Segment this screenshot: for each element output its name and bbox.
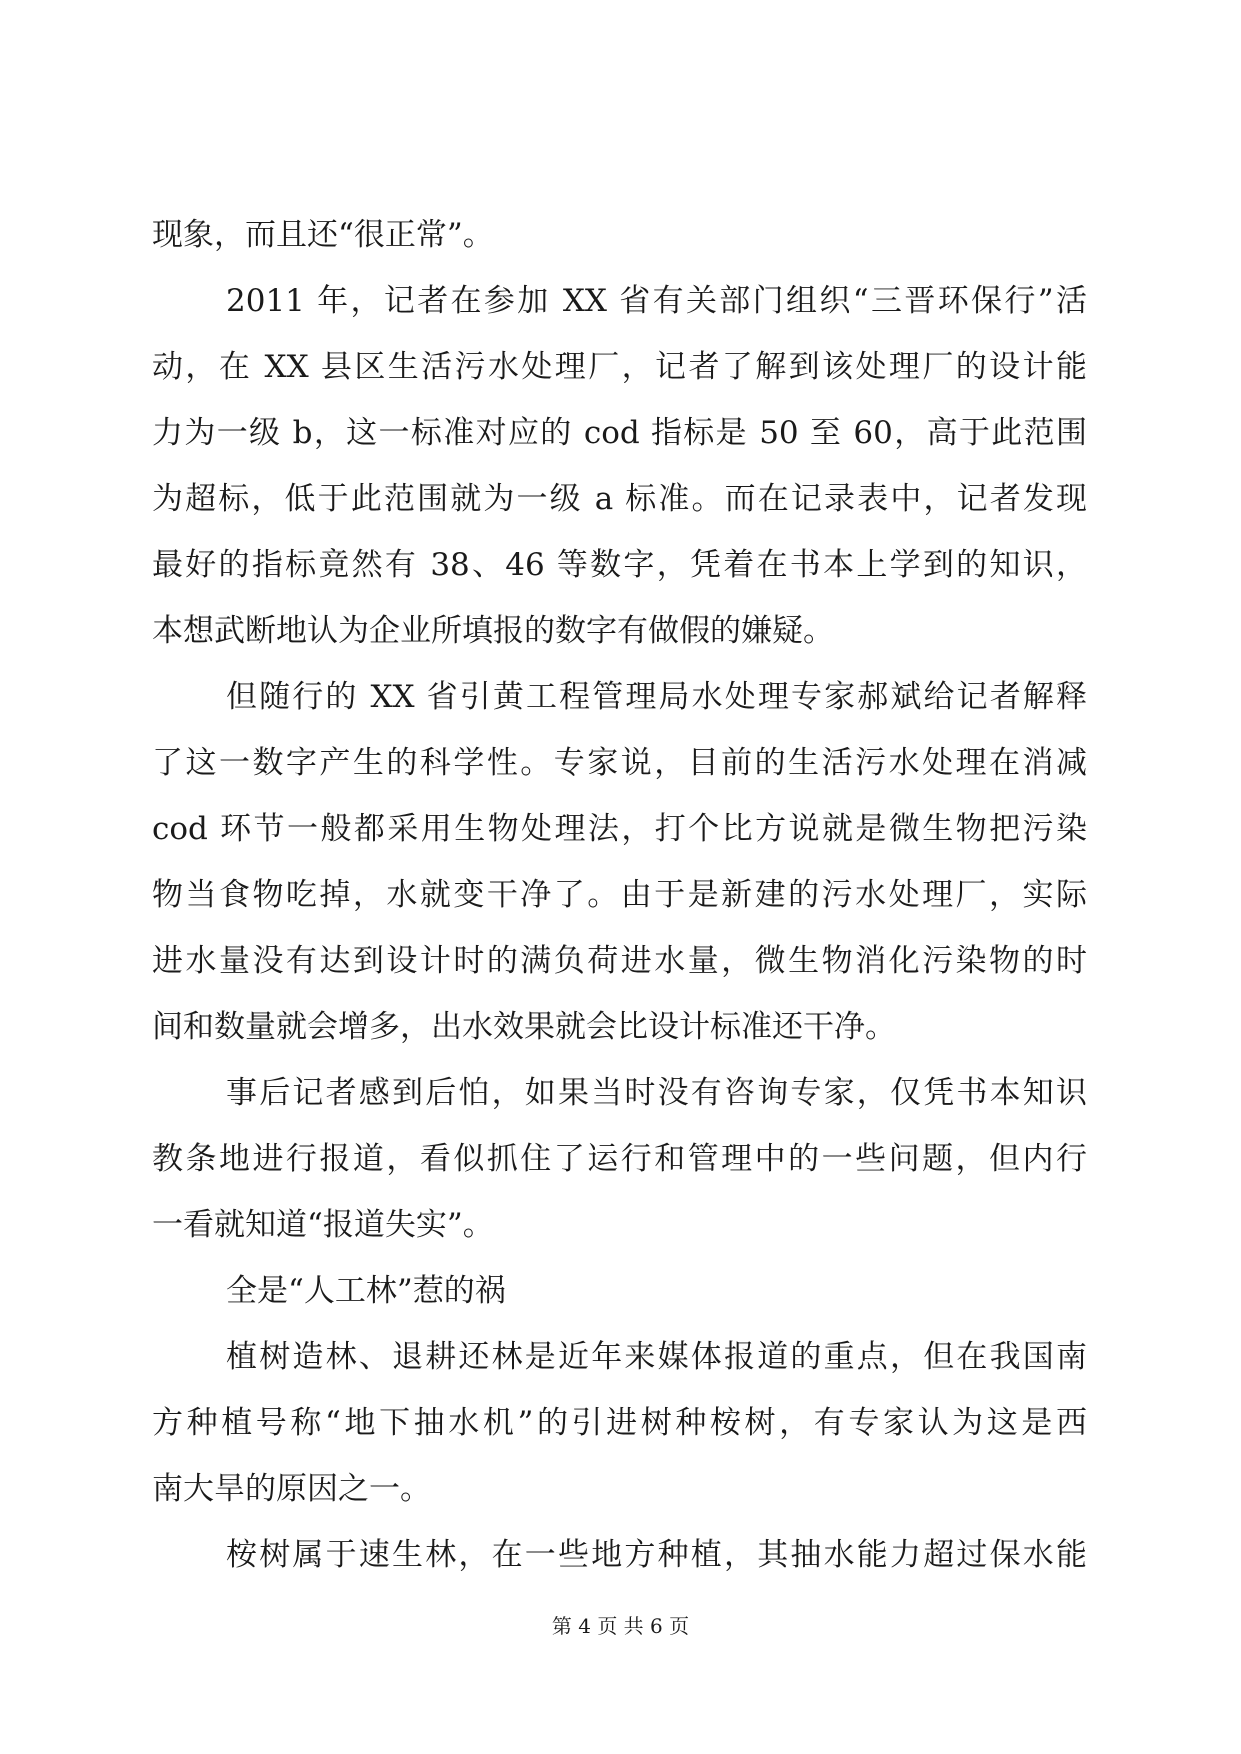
text-line: cod 环节一般都采用生物处理法，打个比方说就是微生物把污染 xyxy=(152,811,1087,847)
text-line: 教条地进行报道，看似抓住了运行和管理中的一些问题，但内行 xyxy=(152,1141,1087,1177)
text-line: 物当食物吃掉，水就变干净了。由于是新建的污水处理厂，实际 xyxy=(152,877,1087,913)
text-line: 2011 年，记者在参加 XX 省有关部门组织“三晋环保行”活 xyxy=(226,283,1087,319)
section-heading: 全是“人工林”惹的祸 xyxy=(226,1273,506,1309)
text-line: 间和数量就会增多，出水效果就会比设计标准还干净。 xyxy=(152,1009,896,1045)
text-line: 事后记者感到后怕，如果当时没有咨询专家，仅凭书本知识 xyxy=(226,1075,1087,1111)
text-line: 但随行的 XX 省引黄工程管理局水处理专家郝斌给记者解释 xyxy=(226,679,1087,715)
text-line: 了这一数字产生的科学性。专家说，目前的生活污水处理在消减 xyxy=(152,745,1087,781)
text-line: 现象，而且还“很正常”。 xyxy=(152,217,494,253)
text-line: 为超标，低于此范围就为一级 a 标准。而在记录表中，记者发现 xyxy=(152,481,1087,517)
text-line: 方种植号称“地下抽水机”的引进树种桉树，有专家认为这是西 xyxy=(152,1405,1087,1441)
text-line: 最好的指标竟然有 38、46 等数字，凭着在书本上学到的知识， xyxy=(152,547,1087,583)
body-text xyxy=(152,202,1087,1588)
text-line: 力为一级 b，这一标准对应的 cod 指标是 50 至 60，高于此范围 xyxy=(152,415,1087,451)
text-line: 植树造林、退耕还林是近年来媒体报道的重点，但在我国南 xyxy=(226,1339,1087,1375)
text-line: 桉树属于速生林，在一些地方种植，其抽水能力超过保水能 xyxy=(226,1537,1087,1573)
text-line: 南大旱的原因之一。 xyxy=(152,1471,431,1507)
text-line: 进水量没有达到设计时的满负荷进水量，微生物消化污染物的时 xyxy=(152,943,1087,979)
text-line: 动，在 XX 县区生活污水处理厂，记者了解到该处理厂的设计能 xyxy=(152,349,1087,385)
text-line: 本想武断地认为企业所填报的数字有做假的嫌疑。 xyxy=(152,613,834,649)
text-line: 一看就知道“报道失实”。 xyxy=(152,1207,494,1243)
page-footer: 第 4 页 共 6 页 xyxy=(551,1614,690,1638)
